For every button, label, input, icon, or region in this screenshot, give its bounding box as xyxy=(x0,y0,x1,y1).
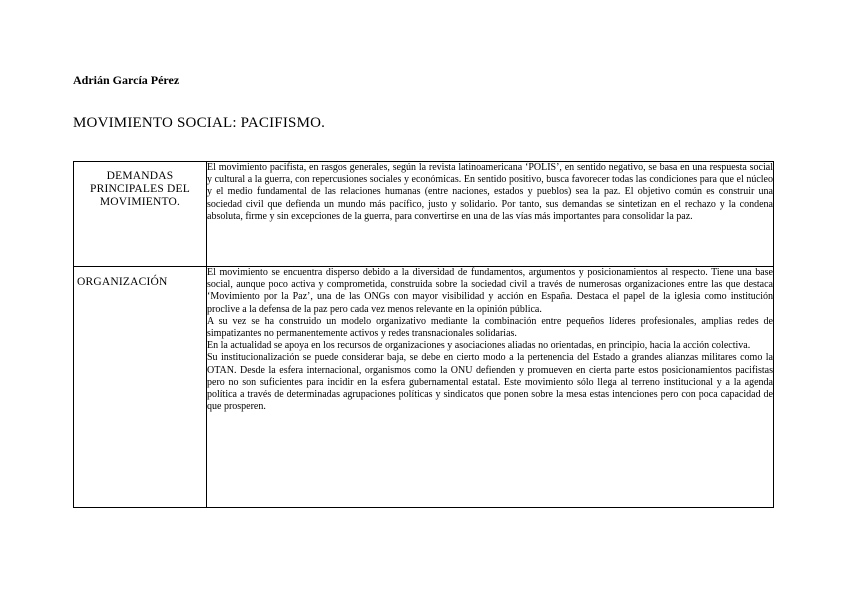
organization-paragraph-3: En la actualidad se apoya en los recursos de organizaciones y asociaciones aliadas no orientadas, en principio, hacia la acción colectiva. xyxy=(207,340,751,352)
demands-label: DEMANDAS PRINCIPALES DEL MOVIMIENTO. xyxy=(74,162,207,267)
organization-paragraph-4: Su institucionalización se puede considerar baja, se debe en cierto modo a la pertenencia del Estado a grandes alianzas militares como la OTAN. Desde la esfera internacional, organismos como la ONU defienden y promueven en cierta parte estos posicionamientos pacifistas pero no son suficientes para incidir en la esfera gubernamental estatal. Este movimiento sólo llega al terreno institucional y a la agenda política a través de determinadas agrupaciones políticas y sindicatos que ponen sobre la mesa estas intenciones pero con poca capacidad de que prosperen. xyxy=(207,352,773,413)
document-title: MOVIMIENTO SOCIAL: PACIFISMO. xyxy=(73,115,326,131)
table-row-demands xyxy=(74,162,774,267)
organization-content xyxy=(207,267,774,508)
organization-label: ORGANIZACIÓN xyxy=(74,267,207,508)
organization-paragraph-1: El movimiento se encuentra disperso debido a la diversidad de fundamentos, argumentos y posicionamientos al respecto. Tiene una base social, aunque poco activa y comprometida, construida sobre la sociedad civil a través de numerosas organizaciones entre las que destaca ‘Movimiento por la Paz’, una de las ONGs con mayor visibilidad y acción en España. Destaca el papel de la iglesia como institución proclive a la defensa de la paz pero cada vez menos relevante en la opinión pública. xyxy=(207,267,773,315)
demands-paragraph: El movimiento pacifista, en rasgos generales, según la revista latinoamericana ‘POLIS’, en sentido negativo, se basa en una respuesta social y cultural a la guerra, con repercusiones sociales y económicas. En sentido positivo, busca favorecer todas las condiciones para que el núcleo y el medio fundamental de las relaciones humanas (entre naciones, estados y pueblos) sea la paz. El objetivo común es construir una sociedad civil que defienda un mundo más pacífico, justo y solidario. Por tanto, sus demandas se sintetizan en el rechazo y la condena absoluta, firme y sin excepciones de la guerra, para convertirse en una de las vías más importantes para consolidar la paz. xyxy=(207,162,773,222)
author-name: Adrián García Pérez xyxy=(73,73,180,87)
info-table xyxy=(73,161,774,508)
table-row-organization xyxy=(74,267,774,508)
organization-paragraph-2: A su vez se ha construido un modelo organizativo mediante la combinación entre pequeños líderes profesionales, amplias redes de simpatizantes no permanentemente activos y redes transnacionales solidarias. xyxy=(207,315,773,340)
demands-content xyxy=(207,162,774,267)
